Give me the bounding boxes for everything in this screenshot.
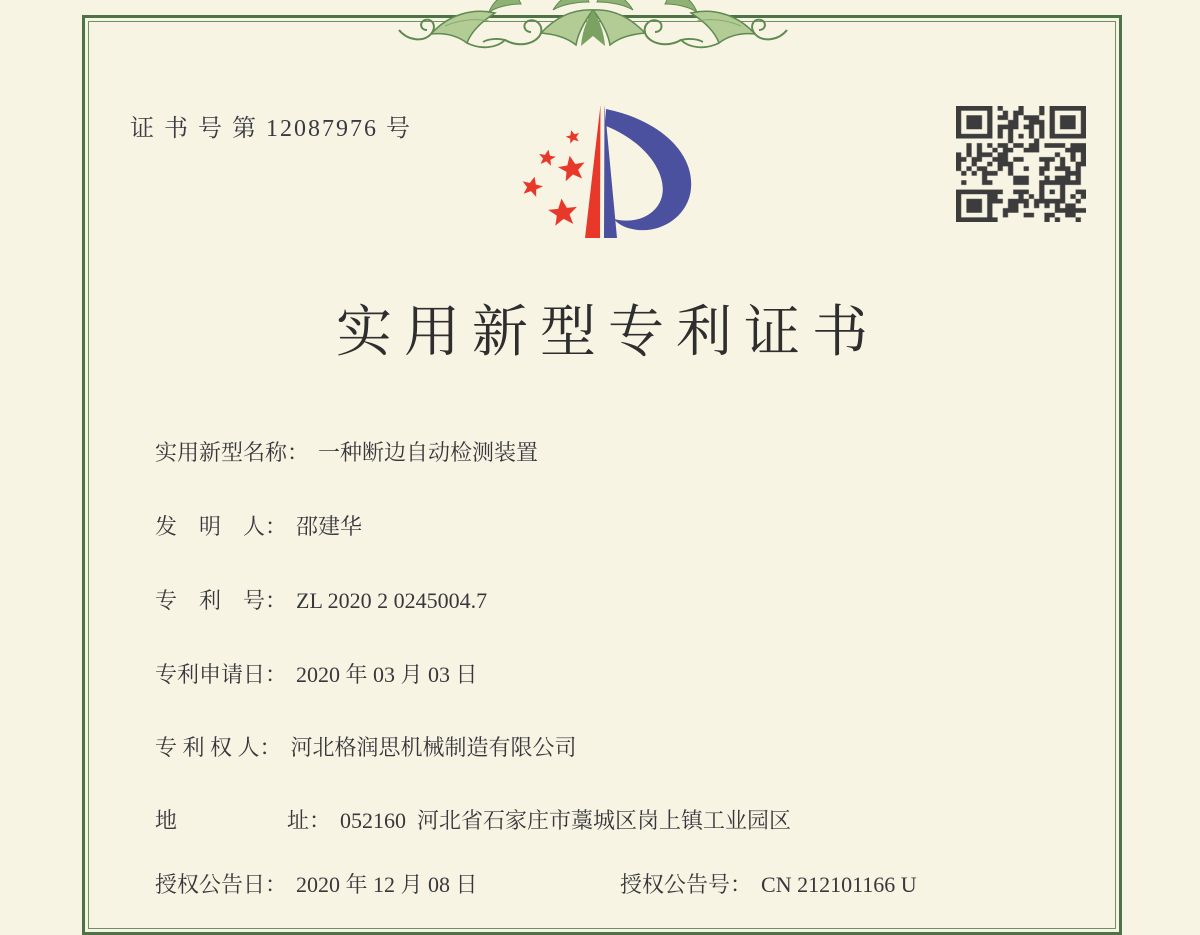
field-label: 授权公告日： — [155, 872, 288, 897]
field-value: ZL 2020 2 0245004.7 — [296, 588, 488, 613]
field-value: 河北格润思机械制造有限公司 — [290, 735, 577, 760]
certificate-number: 证 书 号 第 12087976 号 — [130, 116, 412, 142]
field-label: 专 利 权 人： — [155, 735, 282, 760]
field-label: 地 址： — [155, 808, 332, 833]
field-value: 一种断边自动检测装置 — [318, 440, 539, 465]
field-row — [155, 804, 1145, 835]
field-row — [155, 731, 1145, 762]
field-row — [155, 436, 1145, 467]
field-label: 实用新型名称： — [155, 440, 310, 465]
field-label: 发 明 人： — [155, 514, 288, 539]
field-label: 专 利 号： — [155, 588, 288, 613]
field-row — [155, 584, 1145, 615]
field-label: 授权公告号： — [620, 872, 753, 897]
field-value: 052160 河北省石家庄市藁城区岗上镇工业园区 — [340, 808, 792, 833]
field-value: 2020 年 12 月 08 日 — [296, 872, 478, 897]
field-value: 邵建华 — [296, 514, 363, 539]
certificate-title: 实用新型专利证书 — [336, 302, 880, 364]
field-row — [155, 658, 1145, 689]
field-value: 2020 年 03 月 03 日 — [296, 662, 478, 687]
grant-number-field — [620, 868, 917, 899]
field-row — [155, 868, 1145, 899]
field-value: CN 212101166 U — [761, 872, 917, 897]
field-label: 专利申请日： — [155, 662, 288, 687]
field-row — [155, 510, 1145, 541]
